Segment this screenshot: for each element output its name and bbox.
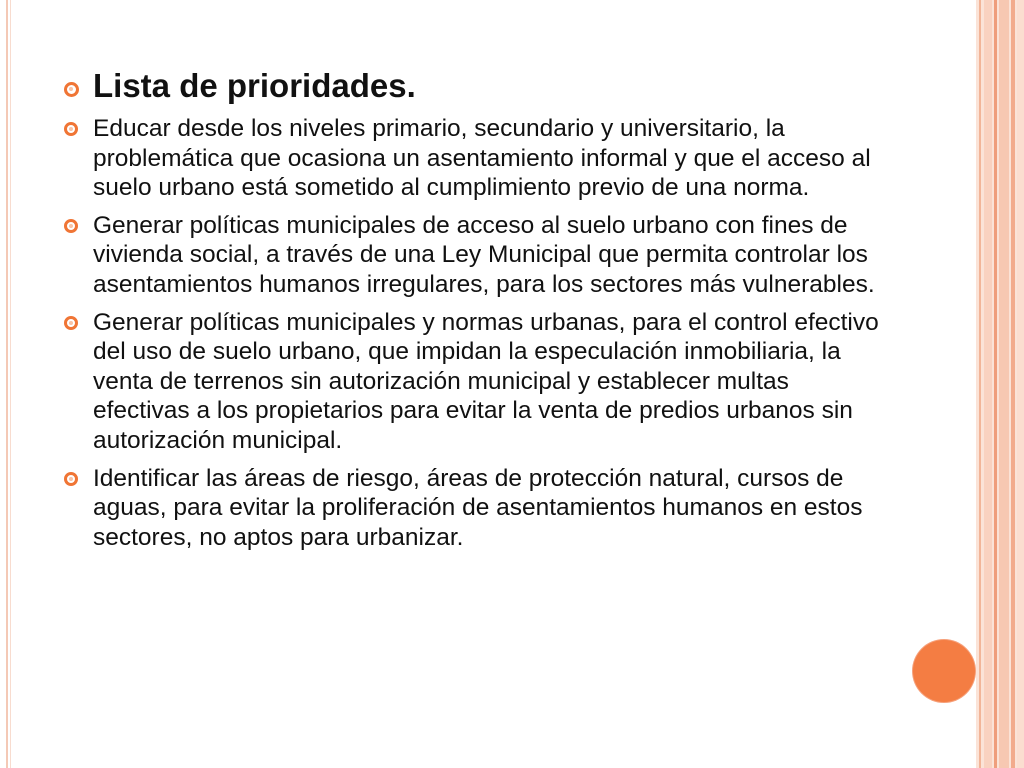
right-decorative-stripe [979, 0, 981, 768]
circle-bullet-icon [64, 316, 78, 330]
right-decorative-stripe [999, 0, 1009, 768]
bullet-text: Identificar las áreas de riesgo, áreas de protección natural, cursos de aguas, para evitar la proliferación de asentamientos humanos en estos sectores, no aptos para urbanizar. [93, 464, 863, 551]
circle-bullet-icon [64, 219, 78, 233]
decorative-orange-circle [913, 640, 975, 702]
slide-content [62, 66, 892, 552]
right-decorative-stripe [984, 0, 992, 768]
bullet-item [62, 211, 892, 300]
circle-bullet-icon [64, 122, 78, 136]
left-decorative-stripe-thin [10, 0, 11, 768]
bullet-item [62, 308, 892, 456]
circle-bullet-icon [64, 472, 78, 486]
slide-heading-item [62, 66, 892, 106]
bullet-text: Generar políticas municipales y normas urbanas, para el control efectivo del uso de suelo urbano, que impidan la especulación inmobiliaria, la venta de terrenos sin autorización municipal y establecer multas efectivas a los propietarios para evitar la venta de predios urbanos sin autorización municipal. [93, 308, 879, 454]
bullet-text: Educar desde los niveles primario, secundario y universitario, la problemática que ocasiona un asentamiento informal y que el acceso al suelo urbano está sometido al cumplimiento previo de una norma. [93, 115, 871, 202]
right-decorative-stripe [994, 0, 997, 768]
right-decorative-stripe [1017, 0, 1024, 768]
slide-title: Lista de prioridades. [93, 67, 416, 104]
bullet-text: Generar políticas municipales de acceso al suelo urbano con fines de vivienda social, a través de una Ley Municipal que permita controlar los asentamientos humanos irregulares, para los sectores más vulnerables. [93, 211, 875, 298]
right-decorative-stripe [1011, 0, 1015, 768]
left-decorative-stripe [6, 0, 8, 768]
circle-bullet-icon [64, 82, 79, 97]
bullet-item [62, 464, 892, 553]
bullet-item [62, 114, 892, 203]
